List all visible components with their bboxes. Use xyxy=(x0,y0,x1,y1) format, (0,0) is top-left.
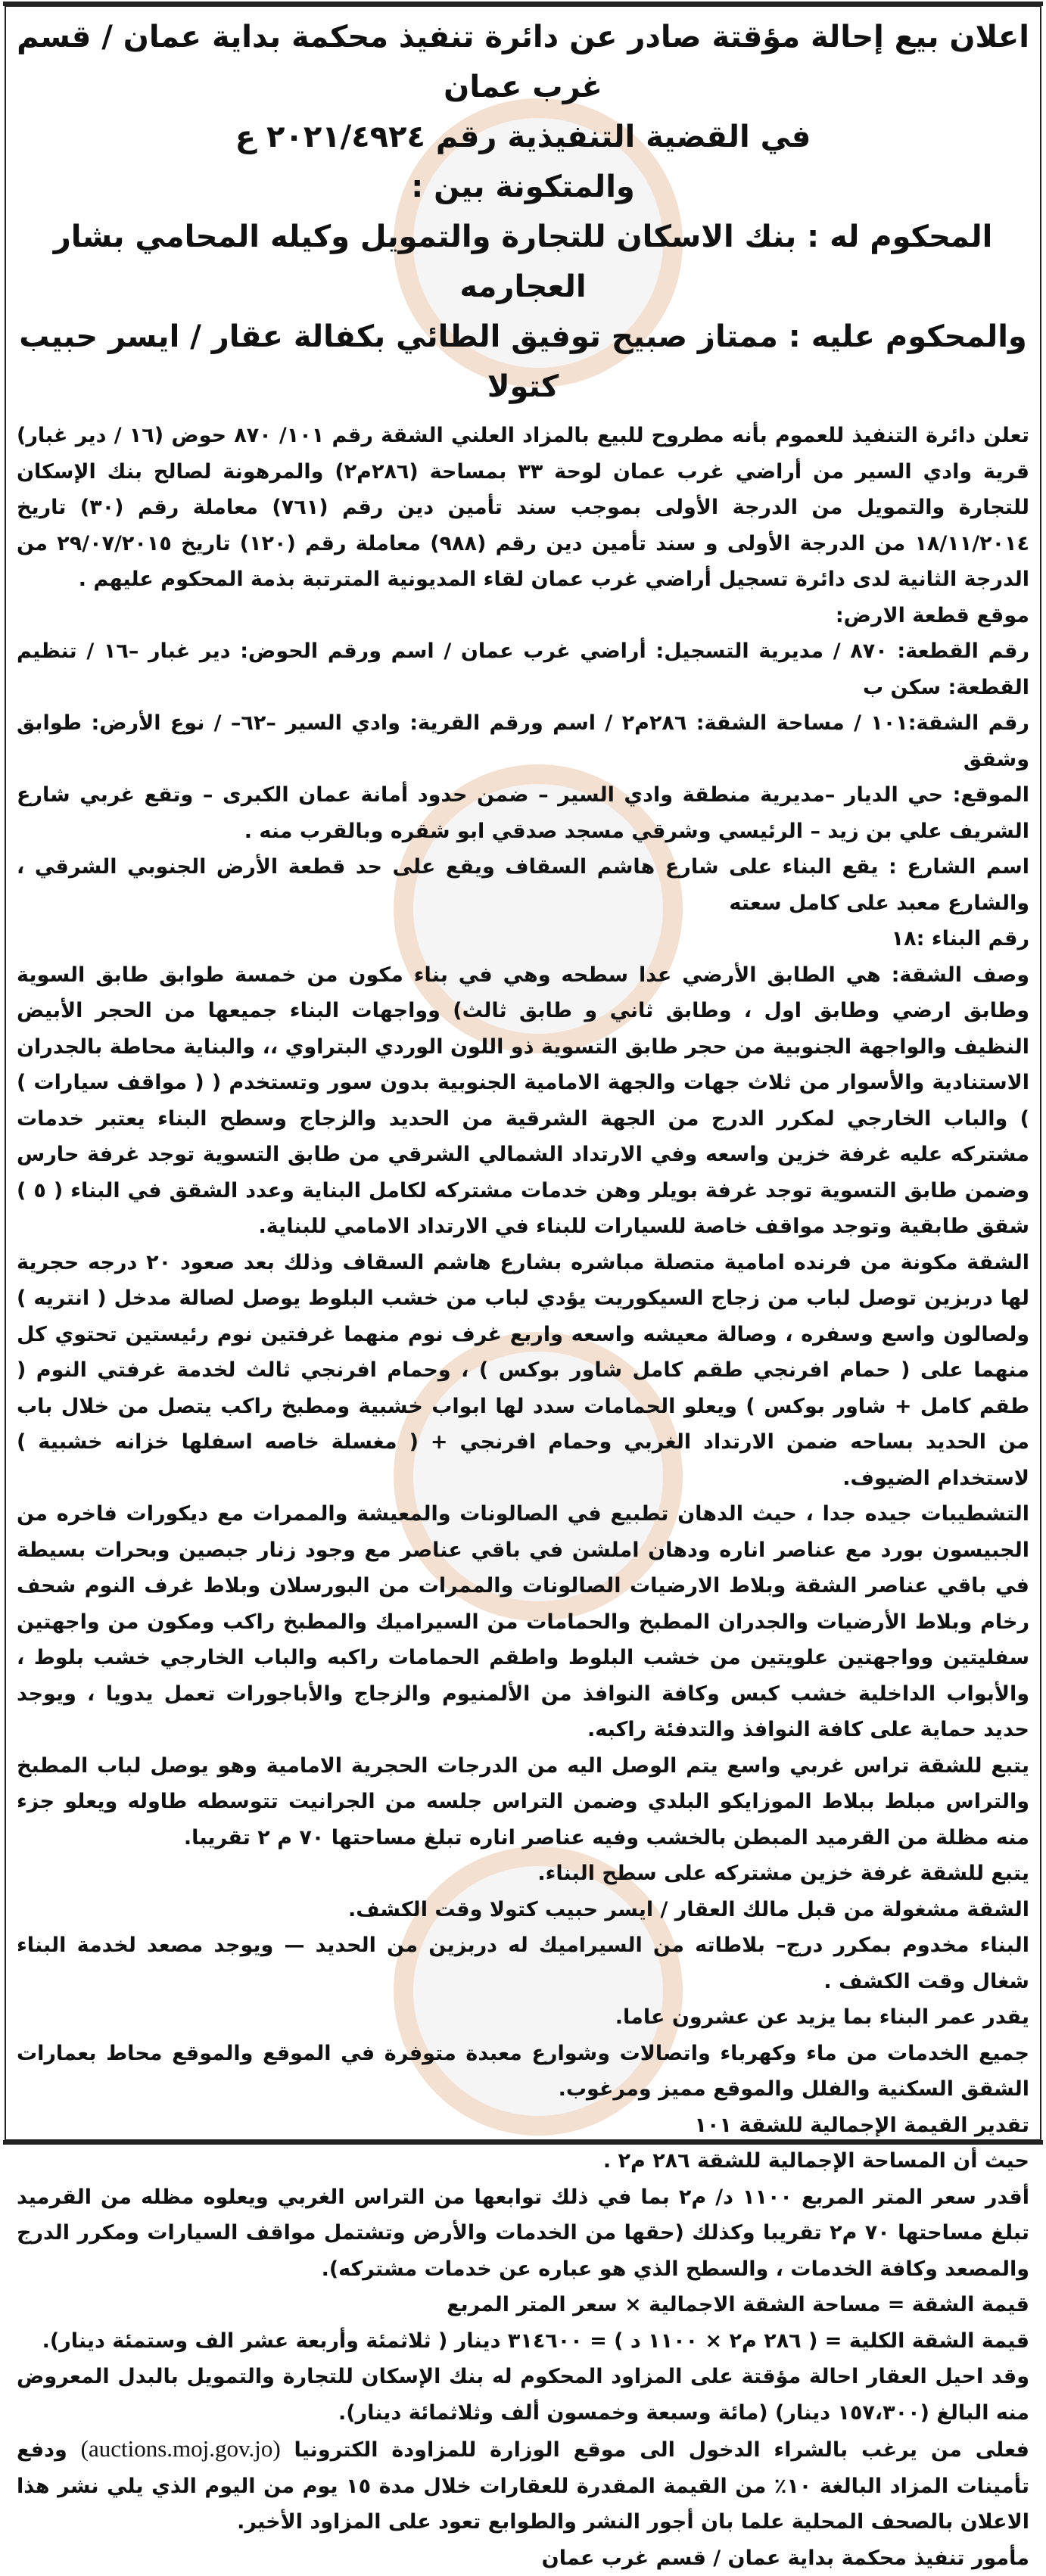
notice-body xyxy=(17,418,1029,2576)
paragraph: أقدر سعر المتر المربع ١١٠٠ د/ م٢ بما في ذلك توابعها من التراس الغربي ويعلوه مظله من القرميد تبلغ مساحتها ٧٠ م٢ تقريبا وكذلك (حقها من الخدمات والأرض وتشتمل مواقف السيارات ومكرر الدرج والمصعد وكافة الخدمات ، والسطح الذي هو عباره عن خدمات مشتركه). xyxy=(17,2179,1029,2288)
signature: مأمور تنفيذ محكمة بداية عمان / قسم غرب عمان xyxy=(17,2540,1029,2576)
notice-content xyxy=(17,12,1029,2576)
paragraph: جميع الخدمات من ماء وكهرباء واتصالات وشوارع معبدة متوفرة في الموقع والموقع محاط بعمارات الشقق السكنية والفلل والموقع مميز ومرغوب. xyxy=(17,2036,1029,2108)
paragraph: البناء مخدوم بمكرر درج– بلاطاته من السيراميك له دربزين من الحديد — ويوجد مصعد لخدمة البناء شغال وقت الكشف . xyxy=(17,1927,1029,1999)
paragraph: يتبع للشقة غرفة خزين مشتركه على سطح البناء. xyxy=(17,1856,1029,1892)
paragraph: قيمة الشقة = مساحة الشقة الاجمالية × سعر المتر المربع xyxy=(17,2287,1029,2323)
paragraph: رقم الشقة:١٠١ / مساحة الشقة: ٢٨٦م٢ / اسم ورقم القرية: وادي السير –٦٢– / نوع الأرض: طوابق وشقق xyxy=(17,705,1029,777)
paragraph-auction-instructions xyxy=(17,2431,1029,2540)
paragraph: يتبع للشقة تراس غربي واسع يتم الوصل اليه من الدرجات الحجرية الامامية وهو يوصل لباب المطبخ والتراس مبلط ببلاط الموزايكو البلدي وضمن التراس جلسه من الجرانيت تتوسطه طاوله ويعلو جزء منه مظلة من القرميد المبطن بالخشب وفيه عناصر اناره تبلغ مساحتها ٧٠ م ٢ تقريبا. xyxy=(17,1748,1029,1856)
instructions-text: ودفع تأمينات المزاد البالغة ١٠٪ من القيمة المقدرة للعقارات خلال مدة ١٥ يوم من اليوم الذي يلي نشر هذا الاعلان بالصحف المحلية علما بان أجور النشر والطوابع تعود على المزاود الأخير. xyxy=(17,2438,1029,2534)
paragraph: موقع قطعة الارض: xyxy=(17,598,1029,634)
paragraph: تعلن دائرة التنفيذ للعموم بأنه مطروح للبيع بالمزاد العلني الشقة رقم ١٠١/ ٨٧٠ حوض (١٦ / دير غبار) قرية وادي السير من أراضي غرب عمان لوحة ٣٣ بمساحة (٢٨٦م٢) والمرهونة لصالح بنك الإسكان للتجارة والتمويل من الدرجة الأولى بموجب سند تأمين دين رقم (٧٦١) معاملة رقم (٣٠) تاريخ ١٨/١١/٢٠١٤ من الدرجة الأولى و سند تأمين دين رقم (٩٨٨) معاملة رقم (١٢٠) تاريخ ٢٩/٠٧/٢٠١٥ من الدرجة الثانية لدى دائرة تسجيل أراضي غرب عمان لقاء المديونية المترتبة بذمة المحكوم عليهم . xyxy=(17,418,1029,598)
case-number: في القضية التنفيذية رقم ٢٠٢١/٤٩٢٤ ع xyxy=(17,112,1029,162)
paragraph: رقم البناء :١٨ xyxy=(17,921,1029,957)
paragraph: الشقة مشغولة من قبل مالك العقار / ايسر حبيب كتولا وقت الكشف. xyxy=(17,1892,1029,1928)
paragraph: التشطيبات جيده جدا ، حيث الدهان تطبيع في الصالونات والمعيشة والممرات مع ديكورات فاخره من الجبيسون بورد مع عناصر اناره ودهان املشن في باقي عناصر مع وجود زنار جبصين وبحرات بسيطة في باقي عناصر الشقة وبلاط الارضيات الصالونات والممرات من البورسلان وبلاط غرف النوم شحف رخام وبلاط الأرضيات والجدران المطبخ والحمامات من السيراميك والمطبخ راكب ومكون من واجهتين سفليتين وواجهتين علويتين من خشب البلوط واطقم الحمامات راكبه والباب الخارجي خشب بلوط ، والأبواب الداخلية خشب كبس وكافة النوافذ من الألمنيوم والزجاج والأباجورات تعمل يدويا ، ويوجد حديد حماية على كافة النوافذ والتدفئة راكبه. xyxy=(17,1496,1029,1748)
defendant: والمحكوم عليه : ممتاز صبيح توفيق الطائي بكفالة عقار / ايسر حبيب كتولا xyxy=(17,312,1029,412)
paragraph: اسم الشارع : يقع البناء على شارع هاشم السقاف ويقع على حد قطعة الأرض الجنوبي الشرقي ، والشارع معبد على كامل سعته xyxy=(17,849,1029,921)
parties-heading: والمتكونة بين : xyxy=(17,162,1029,212)
paragraph: رقم القطعة: ٨٧٠ / مديرية التسجيل: أراضي غرب عمان / اسم ورقم الحوض: دير غبار –١٦ / تنظيم القطعة: سكن ب xyxy=(17,633,1029,705)
paragraph: قيمة الشقة الكلية = ( ٢٨٦ م٢ × ١١٠٠ د ) = ٣١٤٦٠٠ دينار ( ثلاثمئة وأربعة عشر الف وستمئة دينار). xyxy=(17,2323,1029,2360)
notice-header xyxy=(17,12,1029,412)
paragraph: الموقع: حي الديار –مديرية منطقة وادي السير – ضمن حدود أمانة عمان الكبرى – وتقع غربي شارع الشريف علي بن زيد – الرئيسي وشرقي مسجد صدقي ابو شقره وبالقرب منه . xyxy=(17,777,1029,849)
plaintiff: المحكوم له : بنك الاسكان للتجارة والتمويل وكيله المحامي بشار العجارمه xyxy=(17,212,1029,312)
paragraph: وصف الشقة: هي الطابق الأرضي عدا سطحه وهي في بناء مكون من خمسة طوابق طابق السوية وطابق ارضي وطابق اول ، وطابق ثاني و طابق ثالث) وواجهات البناء جميعها من الحجر الأبيض النظيف والواجهة الجنوبية من حجر طابق التسوية ذو اللون الوردي البتراوي ،، والبناية محاطة بالجدران الاستنادية والأسوار من ثلاث جهات والجهة الامامية الجنوبية بدون سور وتستخدم ( ( مواقف سيارات ) ) والباب الخارجي لمكرر الدرج من الجهة الشرقية من الحديد والزجاج وسطح البناء يعتبر خدمات مشتركه عليه غرفة خزين واسعه وفي الارتداد الشمالي الشرقي من طابق التسوية توجد غرفة حارس وضمن طابق التسوية توجد غرفة بويلر وهن خدمات مشتركه لكامل البناية وعدد الشقق في البناء ( ٥ ) شقق طابقية وتوجد مواقف خاصة للسيارات للبناء في الارتداد الامامي للبناية. xyxy=(17,957,1029,1245)
paragraph: وقد احيل العقار احالة مؤقتة على المزاود المحكوم له بنك الإسكان للتجارة والتمويل بالبدل المعروض منه البالغ (١٥٧،٣٠٠ دينار) (مائة وسبعة وخمسون ألف وثلاثمائة دينار). xyxy=(17,2359,1029,2431)
notice-title: اعلان بيع إحالة مؤقتة صادر عن دائرة تنفيذ محكمة بداية عمان / قسم غرب عمان xyxy=(17,12,1029,112)
paragraph: يقدر عمر البناء بما يزيد عن عشرون عاما. xyxy=(17,1999,1029,2036)
auction-website-link[interactable]: (auctions.moj.gov.jo) xyxy=(81,2435,281,2462)
instructions-text: فعلى من يرغب بالشراء الدخول الى موقع الوزارة للمزاودة الكترونيا xyxy=(294,2438,1029,2462)
paragraph: الشقة مكونة من فرنده امامية متصلة مباشره بشارع هاشم السقاف وذلك بعد صعود ٢٠ درجه حجرية لها دربزين توصل لباب من زجاج السيكوريت يؤدي لباب من خشب البلوط يوصل لصالة مدخل ( انتريه ) ولصالون واسع وسفره ، وصالة معيشه واسعه واربع غرف نوم منهما غرفتين نوم رئيستين تحتوي كل منهما على ( حمام افرنجي طقم كامل شاور بوكس ) ، وحمام افرنجي ثالث لخدمة غرفتي النوم ( طقم كامل + شاور بوكس ) ويعلو الحمامات سدد لها ابواب خشبية ومطبخ راكب يتصل من خلال باب من الحديد بساحه ضمن الارتداد الغربي وحمام افرنجي + ( مغسلة خاصه اسفلها خزانه خشبية ) لاستخدام الضيوف. xyxy=(17,1245,1029,1497)
paragraph: حيث أن المساحة الإجمالية للشقة ٢٨٦ م٢ . xyxy=(17,2143,1029,2179)
paragraph: تقدير القيمة الإجمالية للشقة ١٠١ xyxy=(17,2108,1029,2144)
